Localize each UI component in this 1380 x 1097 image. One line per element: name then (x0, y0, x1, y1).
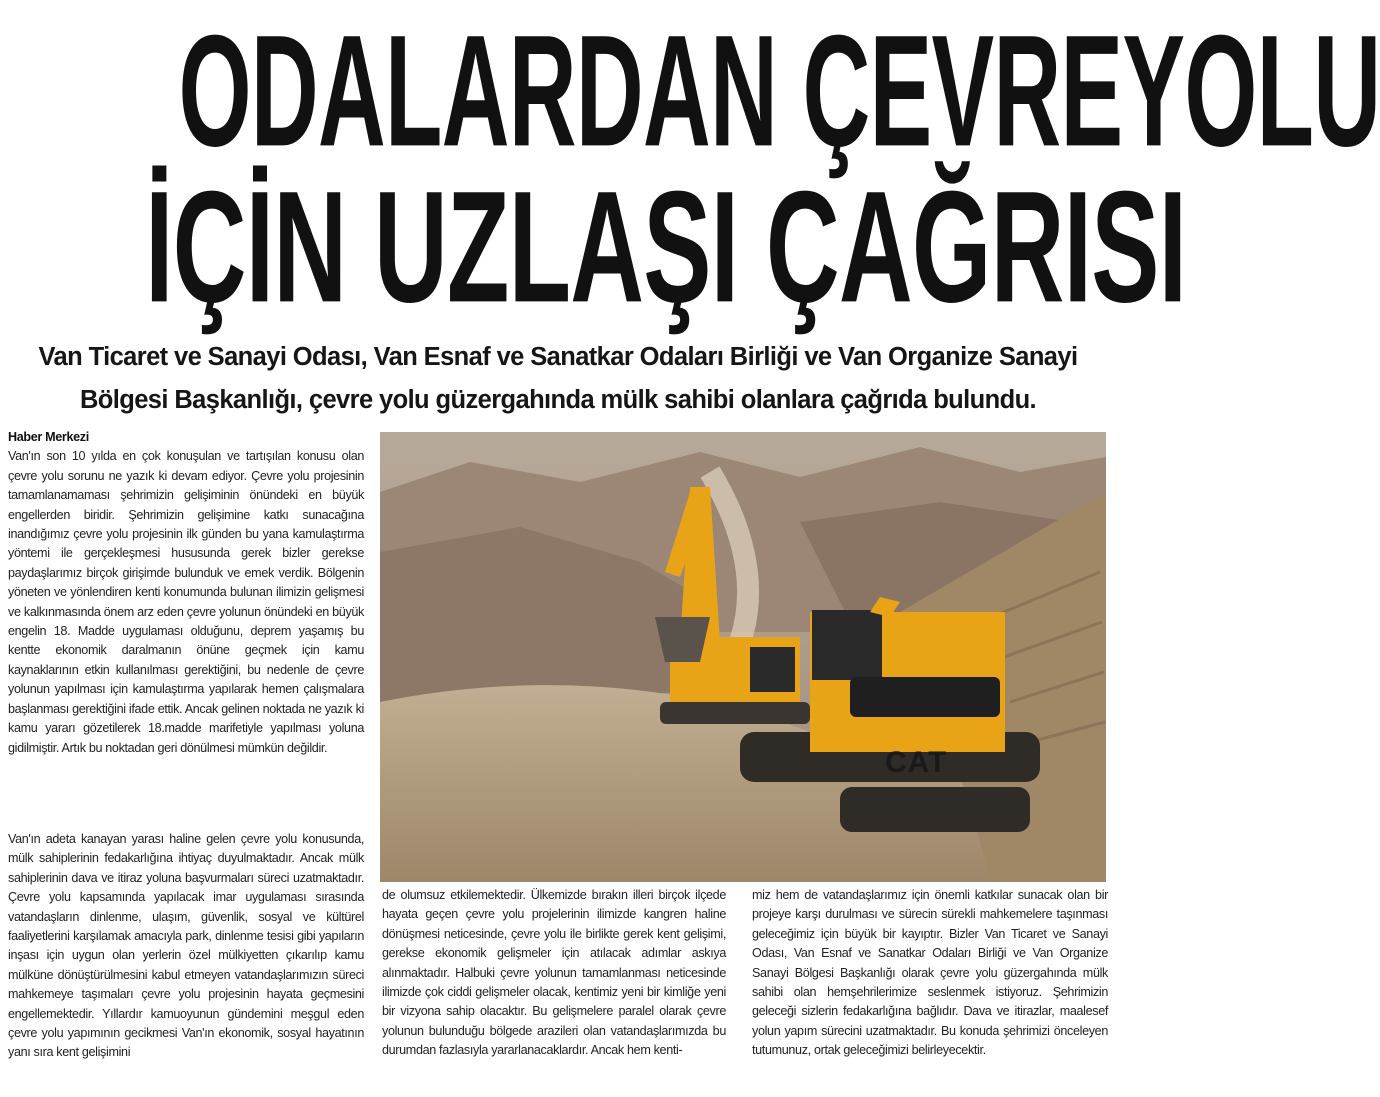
paragraph-2-part-3: miz hem de vatandaşlarımız için önemli katkılar sunacak olan bir projeye karşı durulması ve sürecin sürekli mahkemelere taşınması geleceğimiz için büyük bir kayıptır. Bizler Van Ticaret ve Sanayi Odası, Van Esnaf ve Sanatkar Odaları Birliği ve Van Organize Sanayi Bölgesi Başkanlığı olarak çevre yolu güzergahında mülk sahibi olan hemşehrilerimize seslenmek istiyoruz. Şehrimizin geleceği sizlerin fedakarlığına bağlıdır. Dava ve itirazlar, maalesef yolun yapım sürecini uzatmaktadır. Bu konuda şehrimizi önceleyen tutumunuz, ortak geleceğimizi belirleyecektir. (752, 888, 1108, 1058)
article-column-1-bottom (8, 830, 364, 1063)
machine-logo-text: CAT (885, 746, 948, 779)
article-column-1-top (8, 428, 364, 758)
paragraph-2-part-2: de olumsuz etkilemektedir. Ülkemizde bırakın illeri birçok ilçede hayata geçen çevre yolu projelerinin ilimizde kangren haline dönüşmesi neticesinde, çevre yolu ile birlikte gerek kent gelişimi, gerekse ekonomik gelişmeler için atılacak adımlar askıya alınmaktadır. Halbuki çevre yolunun tamamlanması neticesinde ilimizde çok ciddi gelişmeler olacak, kentimiz yeni bir kimliğe yeni bir vizyona sahip olacaktır. Bu gelişmelere paralel olarak çevre yolunun bulunduğu bölgede arazileri olan vatandaşlarımızda bu durumdan fazlasıyla yararlanacaklardır. Ancak hem kenti- (382, 888, 726, 1058)
paragraph-1: Van'ın son 10 yılda en çok konuşulan ve tartışılan konusu olan çevre yolu sorunu ne yazık ki devam ediyor. Çevre yolu projesinin tamamlanamaması şehrimizin gelişiminin önündeki en büyük engellerden biridir. Şehrimizin gelişimine katkı sunacağına inandığımız çevre yolu projesinin ilk günden bu yana kamulaştırma yöntemi ile gerçekleşmesi hususunda gerek bizler gerekse paydaşlarımız birçok girişimde bulunduk ve emek verdik. Bölgenin yöneten ve yönlendiren kenti konumunda bulunan ilimizin gelişmesi ve kalkınmasında önem arz eden çevre yolunun önündeki en büyük engelin 18. Madde uygulaması olduğunu, deprem yaşamış bu kentte ekonomik daralmanın önüne geçmek için kamu kaynaklarının etkin kullanılması gerektiğini, bu nedenle de çevre yolunun yapılması için kamulaştırma yapılarak hemen çalışmalara başlanması gerektiğini ifade ettik. Ancak gelinen noktada ne yazık ki kamu yararı gözetilerek 18.madde marifetiyle yapılması yoluna gidilmiştir. Artık bu noktadan geri dönülmesi mümkün değildir. (8, 449, 364, 755)
paragraph-2-part-1: Van'ın adeta kanayan yarası haline gelen çevre yolu konusunda, mülk sahiplerinin fedakarlığına ihtiyaç duyulmaktadır. Ancak mülk sahiplerinin dava ve itiraz yoluna başvurmaları süreci uzatmaktadır. Çevre yolu kapsamında yapılacak imar uygulaması sırasında vatandaşların dinlenme, ulaşım, güvenlik, sosyal ve kültürel faaliyetlerini karşılamak amacıyla park, dinlenme tesisi gibi yapıların inşası için uygun olan yerlerin özel mülkiyetten çıkarılıp kamu mülküne dönüştürülmesini kabul etmeyen vatandaşlarımızın süreci mahkemeye taşımaları çevre yolu projesinin hayata geçmesini engellemektedir. Yıllardır kamuoyunun gündemini meşgul eden çevre yolu yapımının gecikmesi Van'ın ekonomik, sosyal hayatının yanı sıra kent gelişimini (8, 832, 364, 1060)
headline-line-1: ODALARDAN ÇEVREYOLU (178, 2, 1380, 180)
byline: Haber Merkezi (8, 430, 89, 444)
excavators-photo (380, 432, 1106, 882)
subheadline-line-1: Van Ticaret ve Sanayi Odası, Van Esnaf ve Sanatkar Odaları Birliği ve Van Organize Sanayi (38, 343, 1078, 371)
headline-line-2: İÇİN UZLAŞI ÇAĞRISI (145, 158, 1187, 336)
article-column-3 (752, 886, 1108, 1061)
subheadline-line-2: Bölgesi Başkanlığı, çevre yolu güzergahında mülk sahibi olanlara çağrıda bulundu. (79, 386, 1037, 414)
article-column-2 (382, 886, 726, 1061)
